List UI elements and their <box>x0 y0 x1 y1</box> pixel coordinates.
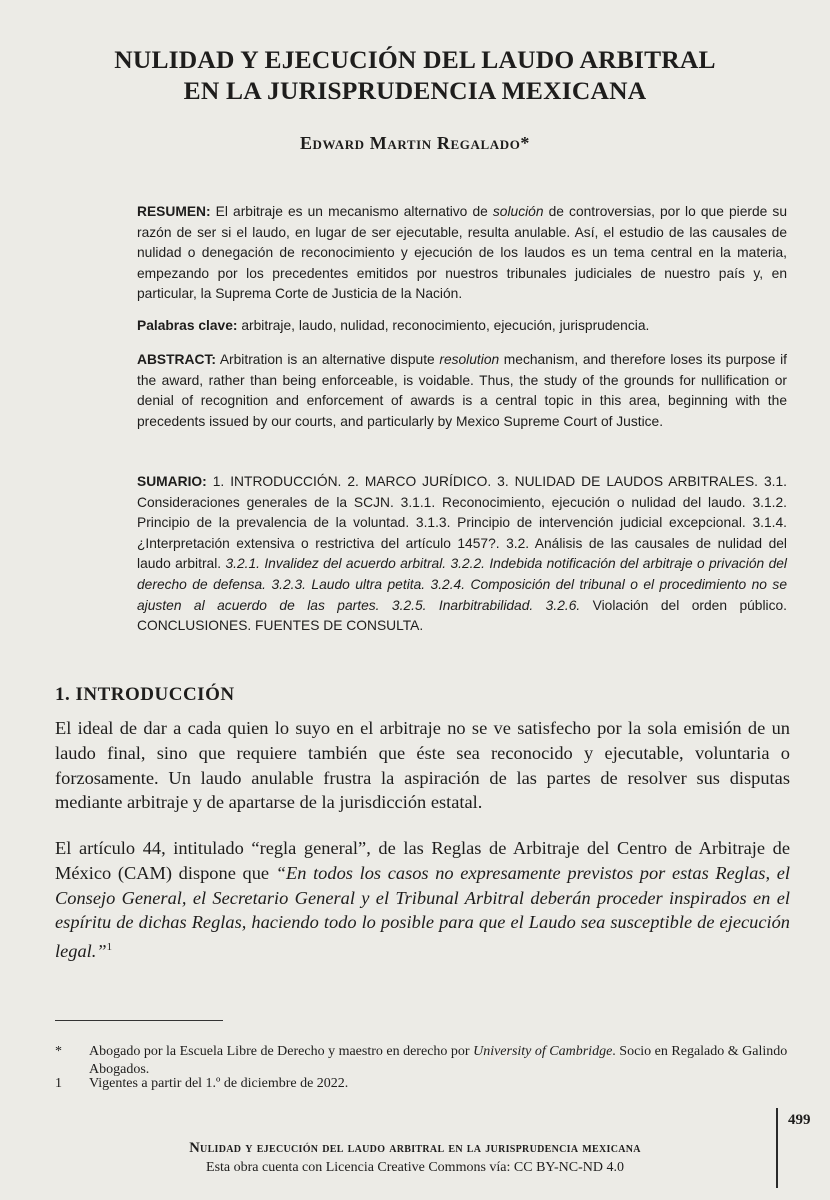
footnote-text <box>89 1043 795 1079</box>
section-heading-introduccion: 1. INTRODUCCIÓN <box>55 684 235 705</box>
footnote-marker: * <box>55 1044 62 1059</box>
footnote-separator <box>55 1020 223 1021</box>
footnote-text-b: . Socio en Regalado & Galindo Abogados. <box>89 1044 788 1077</box>
footnote-marker: 1 <box>55 1076 62 1091</box>
keywords-paragraph <box>137 316 787 337</box>
abstract-text-a: Arbitration is an alternative dispute <box>215 352 440 367</box>
footnote-text-a: Abogado por la Escuela Libre de Derecho y maestro en derecho por <box>89 1044 474 1059</box>
abstract-text-em: resolution <box>439 352 500 367</box>
resumen-text-em: solución <box>492 204 544 219</box>
author-name: Edward Martin Regalado* <box>299 133 531 153</box>
resumen-paragraph <box>137 202 787 305</box>
footer-divider <box>776 1108 778 1188</box>
footnote-text-em: University of Cambridge <box>473 1044 613 1059</box>
sumario-label: SUMARIO: <box>137 474 207 489</box>
title-line-1: NULIDAD Y EJECUCIÓN DEL LAUDO ARBITRAL <box>114 45 716 74</box>
running-footer-title: Nulidad y ejecución del laudo arbitral en la jurisprudencia mexicana <box>189 1140 641 1156</box>
abstract-paragraph <box>137 350 787 432</box>
keywords-text: arbitraje, laudo, nulidad, reconocimiento, ejecución, jurisprudencia. <box>237 318 650 333</box>
intro-paragraph-1: El ideal de dar a cada quien lo suyo en el arbitraje no se ve satisfecho por la sola emisión de un laudo final, sino que requiere también que éste sea reconocido y ejecutable, voluntaria o forzosamente. Un laudo anulable frustra la aspiración de las partes de resolver sus disputas mediante arbitraje y de apartarse de la jurisdicción estatal. <box>55 718 790 813</box>
sumario-text-b: Violación del orden público. CONCLUSIONES. FUENTES DE CONSULTA. <box>137 597 788 634</box>
abstract-label: ABSTRACT: <box>137 352 216 367</box>
footnote-text: Vigentes a partir del 1.º de diciembre de 2022. <box>89 1076 349 1091</box>
license-notice: Esta obra cuenta con Licencia Creative Commons vía: CC BY-NC-ND 4.0 <box>206 1160 624 1175</box>
resumen-label: RESUMEN: <box>137 204 211 219</box>
resumen-text-a: El arbitraje es un mecanismo alternativo de <box>210 204 493 219</box>
resumen-text-b: de controversias, por lo que pierde su razón de ser si el laudo, en lugar de ser ejecutable, resulta anulable. Así, el estudio de las causales de nulidad o denegación de reconocimiento y ejecución de los laudos es un tema central en la materia, empezando por los precedentes emitidos por nuestros tribunales judiciales de nuestro país y, en particular, la Suprema Corte de Justicia de la Nación. <box>137 204 787 302</box>
intro-p2-text-a: El artículo 44, intitulado “regla general”, de las Reglas de Arbitraje del Centro de Arbitraje de México (CAM) dispone que <box>55 838 790 883</box>
title-line-2: EN LA JURISPRUDENCIA MEXICANA <box>183 76 647 105</box>
abstract-text-b: mechanism, and therefore loses its purpose if the award, rather than being enforceable, is voidable. Thus, the study of the grounds for nullification or denial of recognition and enforcement of awards is a central topic in this area, beginning with the precedents issued by our courts, and particularly by Mexico Supreme Court of Justice. <box>137 352 787 429</box>
sumario-paragraph <box>137 472 787 637</box>
footnote-ref-1: 1 <box>106 941 113 954</box>
keywords-label: Palabras clave: <box>137 318 238 333</box>
sumario-text-a: 1. INTRODUCCIÓN. 2. MARCO JURÍDICO. 3. NULIDAD DE LAUDOS ARBITRALES. 3.1. Consideraciones generales de la SCJN. 3.1.1. Reconocimiento, ejecución o nulidad del laudo. 3.1.2. Principio de la prevalencia de la voluntad. 3.1.3. Principio de intervención judicial excepcional. 3.1.4. ¿Interpretación extensiva o restrictiva del artículo 1457?. 3.2. Análisis de las causales de nulidad del laudo arbitral. <box>137 474 787 572</box>
article-title <box>30 44 800 106</box>
page-number: 499 <box>788 1112 811 1128</box>
sumario-text-em: 3.2.1. Invalidez del acuerdo arbitral. 3.2.2. Indebida notificación del arbitraje o privación del derecho de defensa. 3.2.3. Laudo ultra petita. 3.2.4. Composición del tribunal o el procedimiento no se ajusten al acuerdo de las partes. 3.2.5. Inarbitrabilidad. 3.2.6. <box>137 556 787 613</box>
intro-paragraph-2 <box>55 836 790 964</box>
intro-p2-quote: “En todos los casos no expresamente previstos por estas Reglas, el Consejo General, el Secretario General y el Tribunal Arbitral deberán proceder inspirados en el espíritu de dichas Reglas, haciendo todo lo posible para que el Laudo sea susceptible de ejecución legal.” <box>55 862 790 962</box>
